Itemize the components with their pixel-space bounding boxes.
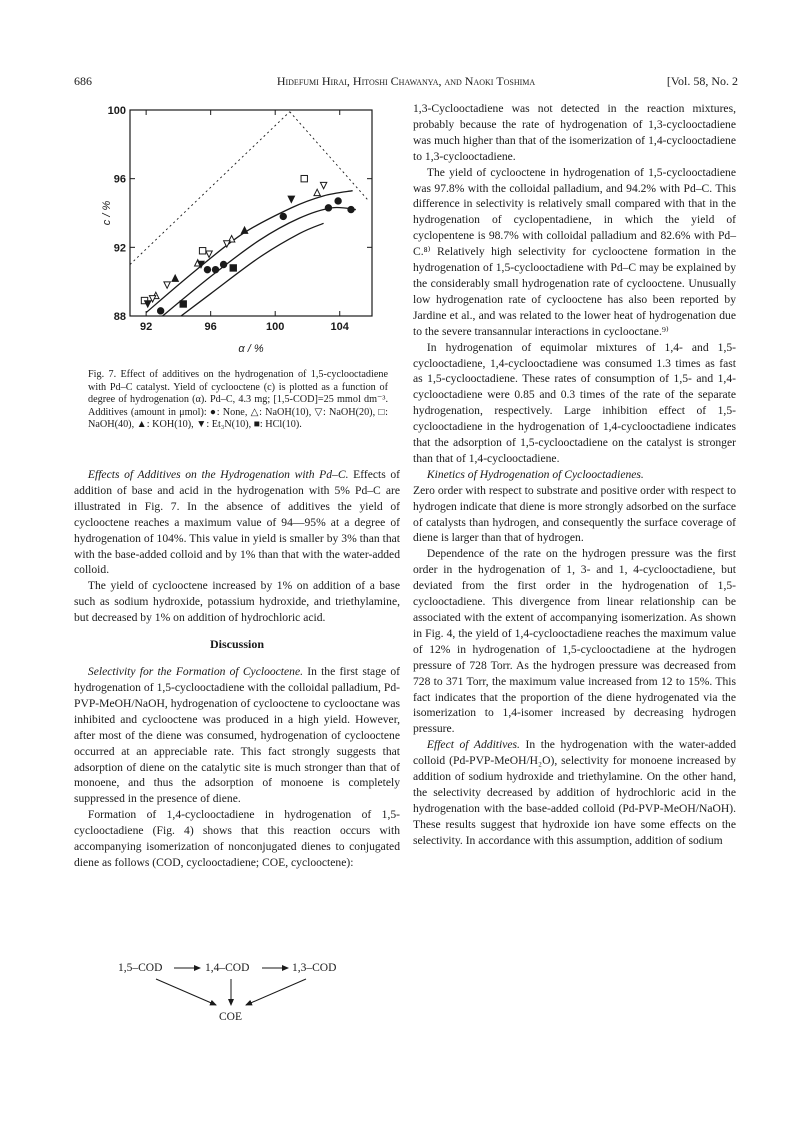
data-point xyxy=(172,275,178,281)
paragraph-lead: Selectivity for the Formation of Cyclooctene. xyxy=(87,665,304,679)
section-title-discussion: Discussion xyxy=(209,637,265,652)
data-point xyxy=(180,301,186,307)
data-point xyxy=(199,248,205,254)
page-number: 686 xyxy=(74,74,92,88)
data-point xyxy=(335,198,341,204)
paragraph-kinetics xyxy=(413,467,736,547)
paragraph-selectivity xyxy=(74,664,400,807)
left-column xyxy=(74,467,400,871)
data-point xyxy=(220,261,226,267)
data-point xyxy=(301,175,307,181)
arrow-a-d xyxy=(156,979,216,1005)
scheme-node-13cod: 1,3–COD xyxy=(292,962,337,974)
scheme-node-coe: COE xyxy=(219,1011,242,1023)
y-tick-label: 96 xyxy=(113,173,126,186)
paragraph-lead: Effects of Additives on the Hydrogenation with Pd–C. xyxy=(87,468,349,481)
chart-canvas xyxy=(100,100,390,370)
y-axis-label: c / % xyxy=(101,200,113,226)
data-point xyxy=(325,205,331,211)
data-point xyxy=(288,196,294,202)
page-header xyxy=(74,72,738,90)
scheme-node-15cod: 1,5–COD xyxy=(118,962,163,974)
dotted-limit-line xyxy=(130,112,290,265)
paragraph-body: In the first stage of hydrogenation of 1,5-cyclooctadiene with the colloidal palladium, Pd-PVP-MeOH/NaOH, hydrogenation of cyclooctene to cyclooctane was inhibited and cyclooctene was produced in a high yield. However, after most of the diene was consumed, hydrogenation of cyclooctene occurred at an appreciable rate. This fact strongly suggests that adsorption of diene on the catalytic site is much stronger than that of monoene, and thus the adsorption of monoene is completely suppressed in the presence of diene. xyxy=(74,665,400,806)
data-point xyxy=(320,182,326,188)
y-tick-label: 100 xyxy=(107,105,126,117)
paragraph-lead: Kinetics of Hydrogenation of Cyclooctadienes. xyxy=(426,467,644,481)
data-point xyxy=(157,308,163,314)
paragraph-13cod: 1,3-Cyclooctadiene was not detected in the reaction mixtures, probably because the rate of hydrogenation of 1,3-cyclooctadiene was much higher than that of the isomerization of 1,4-cyclooctadiene to 1,3-cyclooctadiene. xyxy=(413,102,736,163)
data-point xyxy=(164,282,170,288)
data-point xyxy=(230,265,236,271)
data-point xyxy=(241,227,247,233)
paragraph-yield: The yield of cyclooctene in hydrogenation of 1,5-cyclooctadiene was 97.8% with the colloidal palladium, and 94.2% with Pd–C. This difference in selectivity is relatively small compared with that in the hydrogenation of cyclopentadiene, in which the yield of cyclopentene is 98.7% with colloidal palladium and 82.6% with Pd–C.⁸⁾ Relatively high selectivity for cyclooctene formation in the hydrogenation of 1,5-cyclooctadiene with Pd–C may be explained by the considerably small hydrogenation rate of cyclooctene. Unusually low hydrogenation rate of cyclooctene has also been reported by Jardine et al., and was related to the lower heat of hydrogenation due to the severe transannular interactions in cyclooctane.⁹⁾ xyxy=(413,165,736,338)
fitted-curve xyxy=(172,223,324,323)
arrow-c-d xyxy=(246,979,306,1005)
reaction-scheme xyxy=(74,955,400,1030)
paragraph-effect-additives xyxy=(413,737,736,848)
running-authors: Hidefumi Hirai, Hitoshi Chawanya, and Naoki Toshima xyxy=(276,74,536,88)
figure-7-chart xyxy=(100,100,390,370)
volume-info: [Vol. 58, No. 2 xyxy=(666,74,738,88)
paragraph-body: In the hydrogenation with the water-added colloid (Pd-PVP-MeOH/H₂O), selectivity for monoene increased by addition of sodium hydroxide and triethylamine. On the other hand, the selectivity decreased by addition of hydrochloric acid in the hydrogenation with the base-added colloid (Pd-PVP-MeOH/NaOH). These results suggest that hydroxide ion have some effects on the selectivity. In accordance with this assumption, addition of sodium xyxy=(413,738,736,847)
paragraph-pressure: Dependence of the rate on the hydrogen pressure was the first order in the hydrogenation of 1, 3- and 1, 4-cyclooctadiene, but deviated from the first order in the hydrogenation of 1,5-cyclooctadiene. This divergence from linear relationship can be associated with the extent of accompanying isomerization. As shown in Fig. 4, the yield of 1,4-cyclooctadiene reaches the maximum value of 12% in hydrogenation of 1,5-cyclooctadiene at the hydrogen pressure of 728 Torr. As the hydrogen pressure was decreased from 728 to 371 Torr, the maximum value increased from 12 to 15%. This fact indicates that the proportion of the diene hydrogenated via the isomerization to 1,4-isomer increased by decreasing hydrogen pressure. xyxy=(413,547,736,736)
data-point xyxy=(212,266,218,272)
paragraph-isomerization: Formation of 1,4-cyclooctadiene in hydrogenation of 1,5-cyclooctadiene (Fig. 4) shows that this reaction occurs with accompanying isomerization of nonconjugated dienes to conjugated diene as follows (COD, cyclooctadiene; COE, cyclooctene): xyxy=(74,808,400,869)
paragraph-body: Zero order with respect to substrate and positive order with respect to hydrogen indicate that diene is more strongly adsorbed on the surface of catalysts than hydrogen, and consequently the surface coverage of diene is larger than that of hydrogen. xyxy=(413,483,736,545)
x-tick-label: 100 xyxy=(266,321,285,333)
y-tick-label: 92 xyxy=(113,242,126,255)
data-point xyxy=(204,266,210,272)
paragraph-equimolar: In hydrogenation of equimolar mixtures of 1,4- and 1,5-cyclooctadiene, 1,4-cyclooctadiene was consumed 1.3 times as fast as 1,5-cyclooctadiene. These rates of consumption of 1,5- and 1,4-cyclooctadiene were 0.85 and 0.3 times of the rate of the separate hydrogenation, respectively. Large inhibition effect of 1,5-cyclooctadiene in the hydrogenation of 1,4-cyclooctadiene indicates that the adsorption of 1,5-cyclooctadiene on the catalyst is stronger than that of 1,4-cyclooctadiene. xyxy=(413,340,736,465)
x-tick-label: 92 xyxy=(140,321,153,333)
data-point xyxy=(348,206,354,212)
paragraph-body: Effects of addition of base and acid in the hydrogenation with 5% Pd–C are illustrated in Fig. 7. In the absence of additives the yield of cyclooctene reaches a maximum value of 94—95% at a degree of hydrogenation of 104%. This value in yield is smaller by 3% than that with the base-added colloid and by 1% than that with the water-added colloid. xyxy=(74,468,400,577)
x-tick-label: 104 xyxy=(330,321,349,333)
paragraph-effects-pdc xyxy=(74,467,400,578)
data-point xyxy=(314,189,320,195)
paragraph-base-acid: The yield of cyclooctene increased by 1% on addition of a base such as sodium hydroxide, potassium hydroxide, and triethylamine, but decreased by 1% on addition of hydrochloric acid. xyxy=(74,579,400,625)
fitted-curve xyxy=(146,191,353,313)
paragraph-lead: Effect of Additives. xyxy=(426,738,520,752)
figure-caption: Fig. 7. Effect of additives on the hydrogenation of 1,5-cyclooctadiene with Pd–C catalyst. Yield of cyclooctene (c) is plotted as a function of degree of hydrogenation (α). Pd–C, 4.3 mg; [1,5-COD]=25 mmol dm⁻³. Additives (amount in μmol): ●: None, △: NaOH(10), ▽: NaOH(20), □: NaOH(40), ▲: KOH(10), ▼: Et₃N(10), ■: HCl(10). xyxy=(88,369,388,431)
right-column xyxy=(413,101,736,849)
dotted-limit-line xyxy=(290,112,369,201)
data-point xyxy=(280,213,286,219)
data-point xyxy=(206,251,212,257)
x-axis-label: α / % xyxy=(238,343,264,355)
x-tick-label: 96 xyxy=(204,321,217,333)
scheme-node-14cod: 1,4–COD xyxy=(205,962,250,974)
y-tick-label: 88 xyxy=(113,311,126,323)
